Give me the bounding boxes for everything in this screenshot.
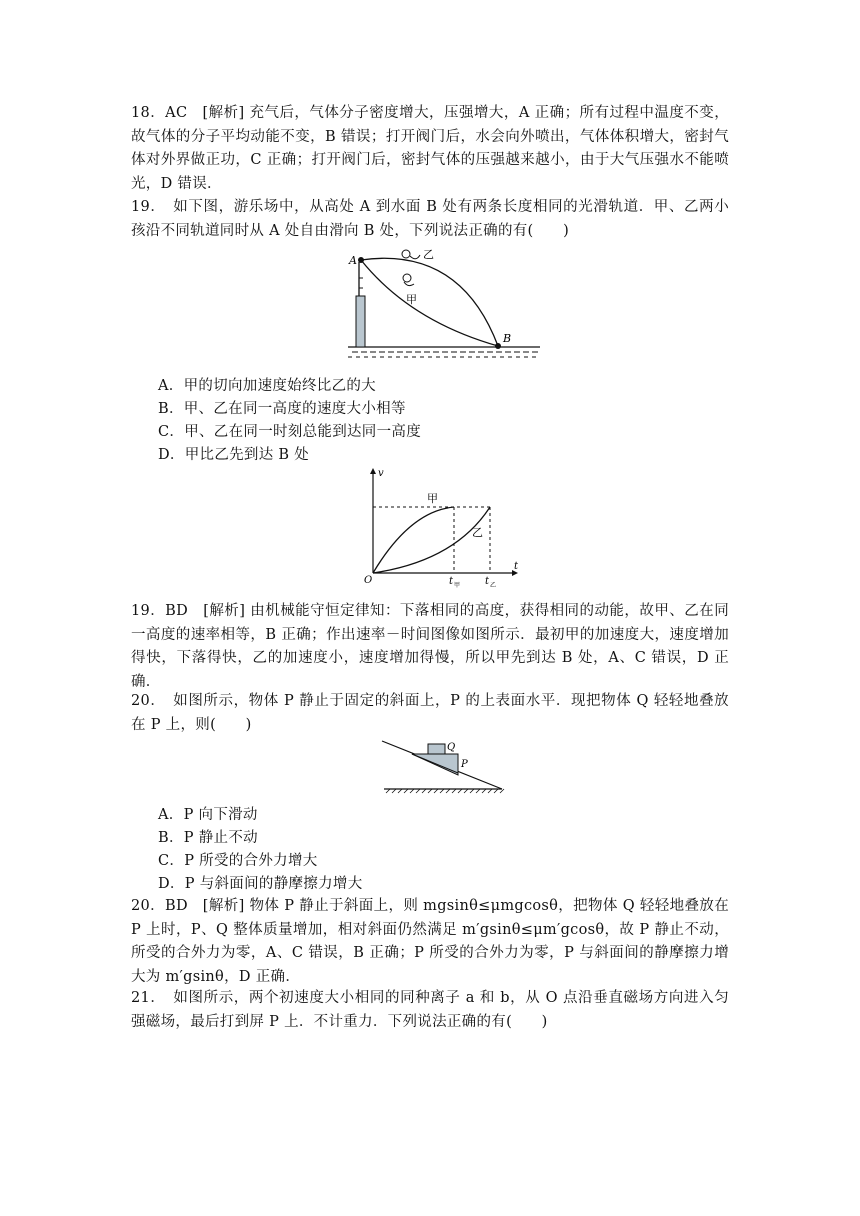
q18-answer-paragraph: 18．AC [解析] 充气后，气体分子密度增大，压强增大，A 正确；所有过程中温度不变，故气体的分子平均动能不变，B 错误；打开阀门后，水会向外喷出，气体体积增大，密封气体对外界做正功，C 正确；打开阀门后，密封气体的压强越来越小，由于大气压强水不能喷光，D 错误． [131, 105, 729, 192]
q20-answer-paragraph: 20．BD [解析] 物体 P 静止于斜面上，则 mgsinθ≤μmgcosθ，把物体 Q 轻轻地叠放在 P 上时，P、Q 整体质量增加，相对斜面仍然满足 m′gsinθ≤μm′gcosθ，故 P 静止不动，所受的合外力为零，A、C 错误，B 正确；P 所受的合外力为零，P 与斜面间的静摩擦力增大为 m′gsinθ，D 正确． [131, 898, 729, 985]
q19-slide-figure [340, 246, 550, 366]
q20-option-d: D．P 与斜面间的静摩擦力增大 [158, 876, 363, 892]
q19-option-d: D．甲比乙先到达 B 处 [158, 447, 310, 463]
q19-option-a: A．甲的切向加速度始终比乙的大 [158, 378, 376, 394]
point-a-label: A [349, 254, 357, 267]
p-block-label: P [461, 759, 468, 770]
t-yi-label: t [485, 576, 490, 587]
q20-option-c: C．P 所受的合外力增大 [158, 853, 318, 869]
yi-curve-label: 乙 [472, 526, 483, 539]
t-jia-subscript: 甲 [454, 582, 461, 589]
q19-question: 19． 如下图，游乐场中，从高处 A 到水面 B 处有两条长度相同的光滑轨道．甲、乙两小孩沿不同轨道同时从 A 处自由滑向 B 处，下列说法正确的有( ) [131, 199, 729, 239]
v-axis-label: v [378, 468, 384, 479]
yi-label: 乙 [423, 248, 434, 261]
q19-option-c: C．甲、乙在同一时刻总能到达同一高度 [158, 424, 421, 440]
jia-label: 甲 [406, 293, 417, 306]
q20-incline-figure [378, 737, 508, 799]
origin-label: O [364, 575, 373, 586]
t-yi-subscript: 乙 [490, 582, 497, 589]
q-block-label: Q [447, 742, 456, 753]
q20-question: 20． 如图所示，物体 P 静止于固定的斜面上，P 的上表面水平．现把物体 Q 轻轻地叠放在 P 上，则( ) [131, 693, 729, 733]
q20-option-a: A．P 向下滑动 [158, 807, 258, 823]
q19-vt-graph [360, 466, 525, 591]
jia-curve-label: 甲 [427, 492, 438, 505]
point-b-label: B [503, 332, 512, 345]
q19-option-b: B．甲、乙在同一高度的速度大小相等 [158, 401, 406, 417]
t-jia-label: t [449, 576, 454, 587]
t-axis-label: t [514, 561, 519, 572]
q19-answer-paragraph: 19．BD [解析] 由机械能守恒定律知：下落相同的高度，获得相同的动能，故甲、乙在同一高度的速率相等，B 正确；作出速率－时间图像如图所示．最初甲的加速度大，速度增加得快，下落得快，乙的加速度小，速度增加得慢，所以甲先到达 B 处，A、C 错误，D 正确． [131, 603, 729, 690]
q20-option-b: B．P 静止不动 [158, 830, 258, 846]
q21-question: 21． 如图所示，两个初速度大小相同的同种离子 a 和 b，从 O 点沿垂直磁场方向进入匀强磁场，最后打到屏 P 上．不计重力．下列说法正确的有( ) [131, 990, 729, 1030]
